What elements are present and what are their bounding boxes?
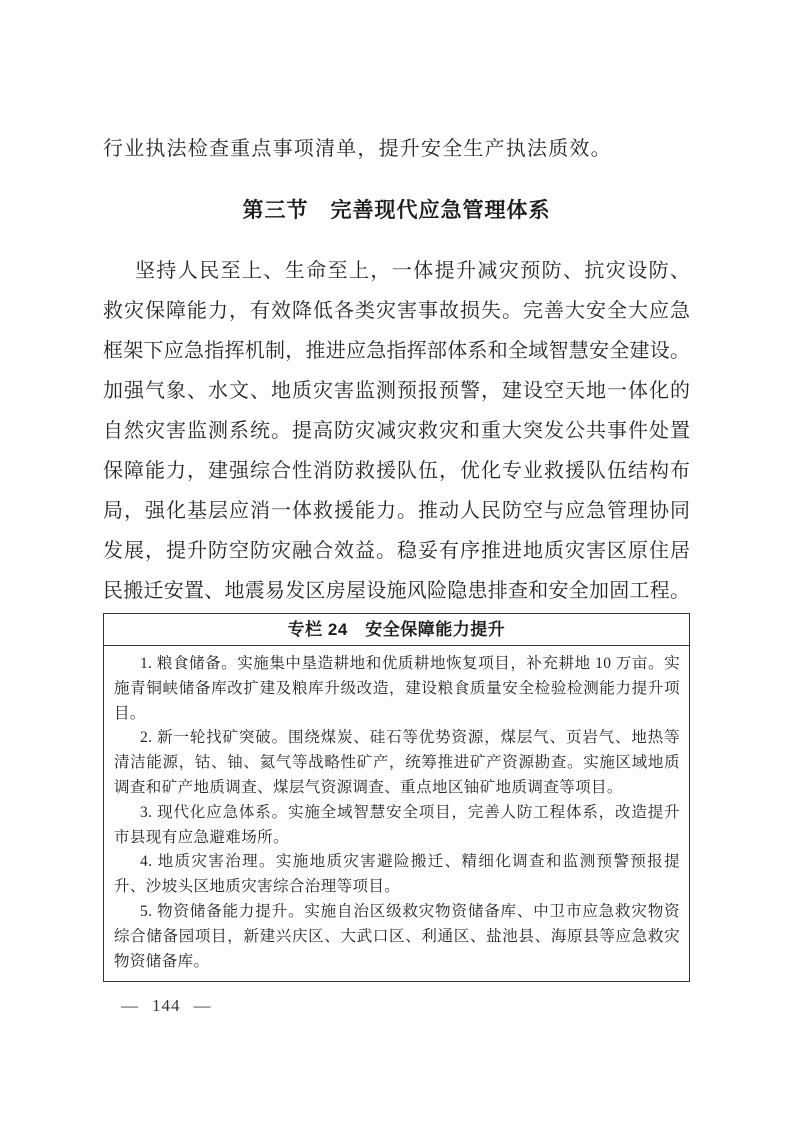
paragraph-line: 自然灾害监测系统。提高防灾减灾救灾和重大突发公共事件处置 bbox=[103, 420, 690, 442]
callout-panel bbox=[103, 613, 690, 982]
footer-dash-left: — bbox=[121, 996, 139, 1015]
paragraph-line: 民搬迁安置、地震易发区房屋设施风险隐患排查和安全加固工程。 bbox=[103, 580, 690, 602]
panel-title: 专栏 24 安全保障能力提升 bbox=[104, 614, 689, 646]
paragraph-line: 框架下应急指挥机制，推进应急指挥部体系和全域智慧安全建设。 bbox=[103, 340, 690, 362]
paragraph-line: 坚持人民至上、生命至上，一体提升减灾预防、抗灾设防、 bbox=[135, 260, 690, 282]
paragraph-line: 加强气象、水文、地质灾害监测预报预警，建设空天地一体化的 bbox=[103, 380, 690, 402]
panel-item: 3. 现代化应急体系。实施全域智慧安全项目，完善人防工程体系，改造提升市县现有应急避难场所。 bbox=[114, 803, 680, 846]
body-paragraph bbox=[103, 251, 690, 611]
continuation-paragraph-line: 行业执法检查重点事项清单，提升安全生产执法质效。 bbox=[103, 138, 612, 160]
panel-item: 5. 物资储备能力提升。实施自治区级救灾物资储备库、中卫市应急救灾物资综合储备园项目，新建兴庆区、大武口区、利通区、盐池县、海原县等应急救灾物资储备库。 bbox=[114, 902, 680, 970]
panel-item: 4. 地质灾害治理。实施地质灾害避险搬迁、精细化调查和监测预警预报提升、沙坡头区地质灾害综合治理等项目。 bbox=[114, 853, 680, 896]
panel-body bbox=[104, 646, 689, 974]
page-number: 144 bbox=[152, 996, 181, 1015]
paragraph-line: 保障能力，建强综合性消防救援队伍，优化专业救援队伍结构布 bbox=[103, 460, 690, 482]
footer-dash-right: — bbox=[193, 996, 212, 1015]
page-footer bbox=[121, 996, 212, 1016]
section-heading: 第三节 完善现代应急管理体系 bbox=[242, 199, 551, 222]
panel-item: 1. 粮食储备。实施集中垦造耕地和优质耕地恢复项目，补充耕地 10 万亩。实施青铜峡储备库改扩建及粮库升级改造，建设粮食质量安全检验检测能力提升项目。 bbox=[114, 655, 680, 722]
paragraph-line: 局，强化基层应消一体救援能力。推动人民防空与应急管理协同 bbox=[103, 500, 690, 522]
paragraph-line: 救灾保障能力，有效降低各类灾害事故损失。完善大安全大应急 bbox=[103, 300, 690, 322]
panel-item: 2. 新一轮找矿突破。围绕煤炭、硅石等优势资源，煤层气、页岩气、地热等清洁能源，钴、铀、氦气等战略性矿产，统筹推进矿产资源勘查。实施区域地质调查和矿产地质调查、煤层气资源调查、重点地区铀矿地质调查等项目。 bbox=[114, 729, 680, 796]
paragraph-line: 发展，提升防空防灾融合效益。稳妥有序推进地质灾害区原住居 bbox=[103, 540, 690, 562]
